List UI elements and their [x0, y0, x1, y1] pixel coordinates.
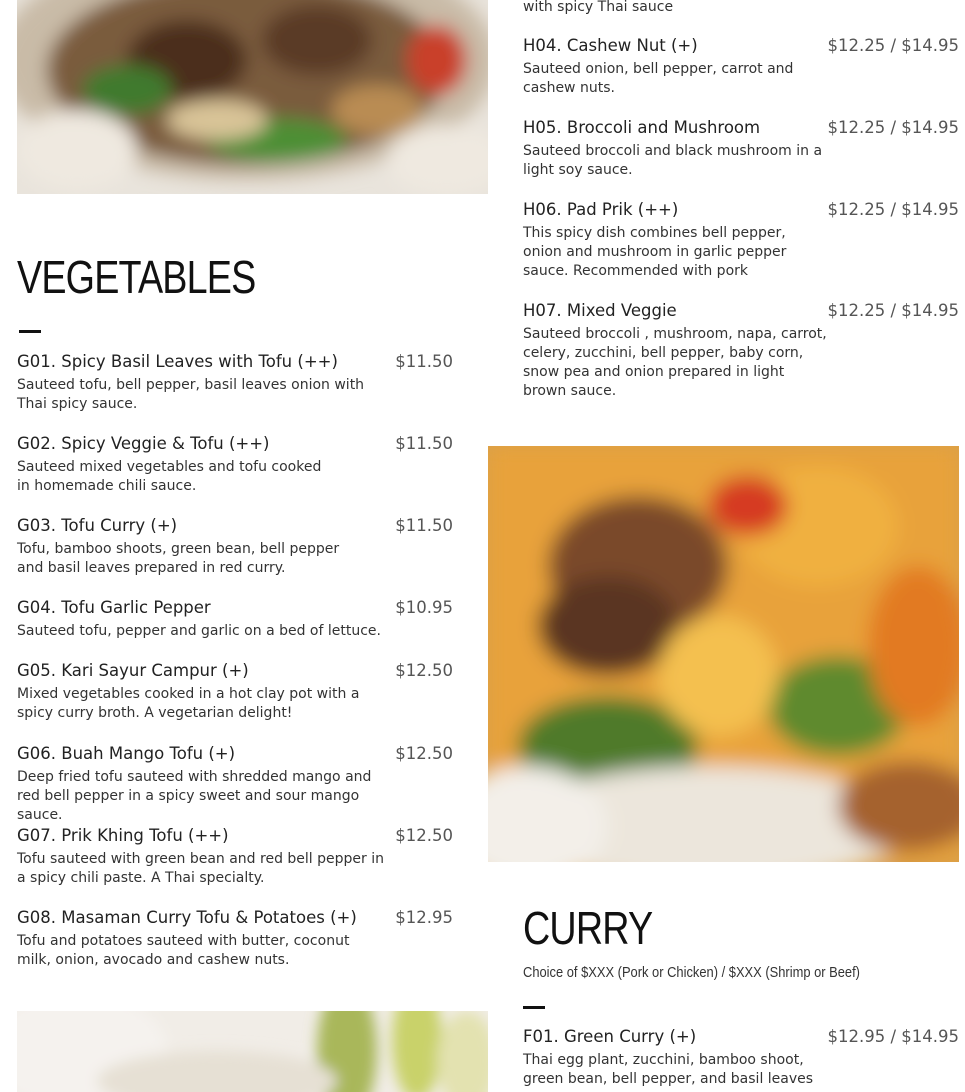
item-description: Sauteed mixed vegetables and tofu cooked in homemade chili sauce.: [17, 459, 322, 494]
item-price: $12.50: [395, 826, 453, 845]
item-description: Tofu and potatoes sauteed with butter, coconut milk, onion, avocado and cashew nuts.: [17, 933, 350, 968]
item-name: G01. Spicy Basil Leaves with Tofu (++): [17, 352, 338, 371]
item-name: H06. Pad Prik (++): [523, 200, 679, 219]
section-subtitle: Choice of $XXX (Pork or Chicken) / $XXX (Shrimp or Beef): [523, 964, 860, 981]
section-divider: [523, 1006, 545, 1009]
item-name: G02. Spicy Veggie & Tofu (++): [17, 434, 270, 453]
item-description: Sauteed tofu, pepper and garlic on a bed of lettuce.: [17, 623, 381, 639]
item-price: $12.50: [395, 661, 453, 680]
item-description: Thai egg plant, zucchini, bamboo shoot, green bean, bell pepper, and basil leaves: [523, 1052, 814, 1087]
item-price: $12.25 / $14.95: [827, 200, 959, 219]
item-name: G03. Tofu Curry (+): [17, 516, 178, 535]
item-name: F01. Green Curry (+): [523, 1027, 697, 1046]
item-description: Sauteed onion, bell pepper, carrot and cashew nuts.: [523, 61, 794, 96]
item-description: Tofu, bamboo shoots, green bean, bell pepper and basil leaves prepared in red curry.: [17, 541, 340, 576]
item-description: Deep fried tofu sauteed with shredded mango and red bell pepper in a spicy sweet and sour mango sauce.: [17, 769, 372, 823]
section-title-vegetables: VEGETABLES: [17, 251, 256, 303]
item-name: G07. Prik Khing Tofu (++): [17, 826, 229, 845]
item-price: $10.95: [395, 598, 453, 617]
item-description: Sauteed broccoli and black mushroom in a light soy sauce.: [523, 143, 823, 178]
item-description: Mixed vegetables cooked in a hot clay pot with a spicy curry broth. A vegetarian delight!: [17, 686, 360, 721]
item-name: G04. Tofu Garlic Pepper: [17, 598, 211, 617]
top-description-fragment: with spicy Thai sauce: [523, 0, 674, 15]
section-divider: [19, 330, 41, 333]
item-description: Sauteed tofu, bell pepper, basil leaves onion with Thai spicy sauce.: [17, 377, 365, 412]
item-description: Tofu sauteed with green bean and red bell pepper in a spicy chili paste. A Thai specialty.: [17, 851, 385, 886]
item-description: This spicy dish combines bell pepper, onion and mushroom in garlic pepper sauce. Recommended with pork: [523, 225, 787, 279]
item-price: $12.25 / $14.95: [827, 301, 959, 320]
item-price: $12.95 / $14.95: [827, 1027, 959, 1046]
item-price: $12.25 / $14.95: [827, 36, 959, 55]
carrot-stir-fry-photo: [488, 446, 959, 862]
item-description: Sauteed broccoli , mushroom, napa, carrot, celery, zucchini, bell pepper, baby corn, snow pea and onion prepared in light brown sauce.: [523, 326, 827, 399]
item-name: G05. Kari Sayur Campur (+): [17, 661, 249, 680]
item-price: $12.95: [395, 908, 453, 927]
item-name: H04. Cashew Nut (+): [523, 36, 698, 55]
item-price: $11.50: [395, 352, 453, 371]
item-name: H07. Mixed Veggie: [523, 301, 677, 320]
section-title-curry: CURRY: [523, 902, 653, 954]
item-name: H05. Broccoli and Mushroom: [523, 118, 761, 137]
item-price: $12.25 / $14.95: [827, 118, 959, 137]
item-name: G06. Buah Mango Tofu (+): [17, 744, 236, 763]
avocado-dish-photo: [17, 1011, 488, 1092]
item-name: G08. Masaman Curry Tofu & Potatoes (+): [17, 908, 357, 927]
item-price: $11.50: [395, 434, 453, 453]
stir-fry-photo: [17, 0, 488, 194]
item-price: $12.50: [395, 744, 453, 763]
item-price: $11.50: [395, 516, 453, 535]
